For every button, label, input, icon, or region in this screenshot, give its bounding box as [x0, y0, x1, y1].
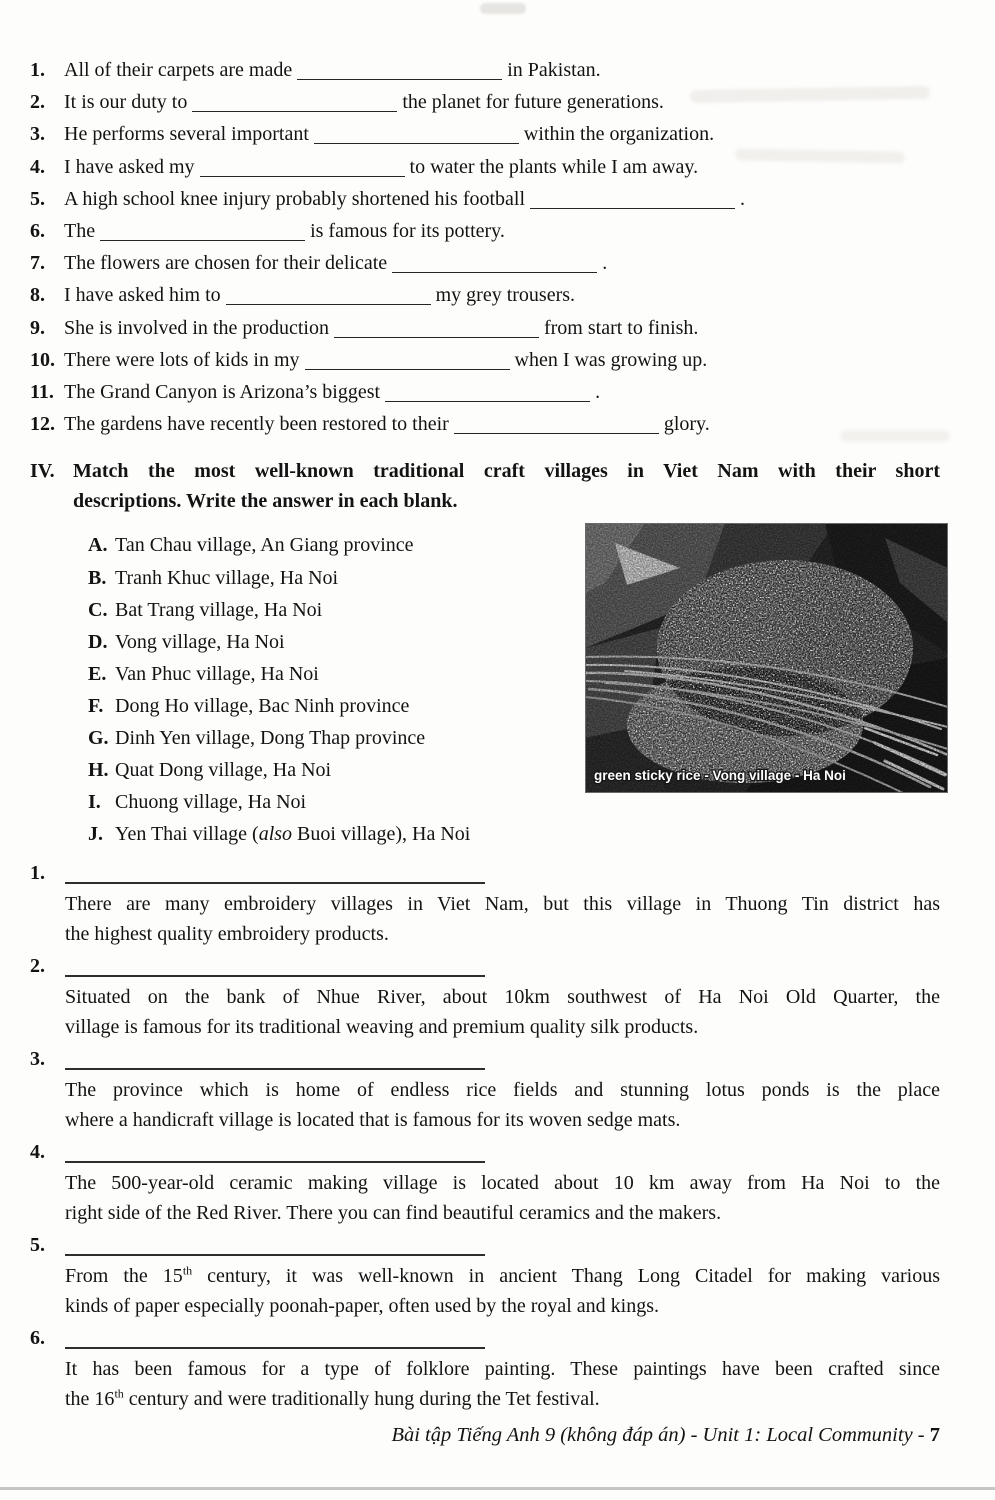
description-line: The 500-year-old ceramic making village is located about 10 km away from Ha Noi to the	[65, 1172, 940, 1195]
description-number: 5.	[30, 1234, 45, 1257]
option-letter: I.	[88, 791, 101, 814]
sentence-number: 3.	[30, 123, 45, 146]
option-letter: E.	[88, 662, 107, 685]
page-footer	[391, 1424, 940, 1447]
sentence-text-after: to water the plants while I am away.	[409, 155, 699, 178]
sentence-text-after: my grey trousers.	[435, 284, 576, 307]
description-line: It has been famous for a type of folklore painting. These paintings have been crafted since	[65, 1358, 940, 1381]
sentence-number: 12.	[30, 413, 55, 436]
footer-title: Bài tập Tiếng Anh 9 (không đáp án) - Unit 1: Local Community -	[391, 1424, 930, 1446]
exercise-sentence	[30, 215, 940, 247]
sentence-number: 2.	[30, 91, 45, 114]
option-text-italic: also	[258, 823, 293, 846]
description-text: the 16	[65, 1387, 115, 1410]
answer-blank-row	[30, 1138, 940, 1166]
fill-blank-exercise	[0, 0, 995, 440]
exercise-sentence	[30, 408, 940, 440]
description-item	[30, 1324, 940, 1414]
exercise-sentence	[30, 312, 940, 344]
exercise-sentence	[30, 376, 940, 408]
option-text: Dong Ho village, Bac Ninh province	[115, 694, 410, 717]
option-text: Tan Chau village, An Giang province	[115, 534, 414, 557]
blank-line	[192, 109, 397, 112]
exercise-sentence	[30, 183, 940, 215]
option-text: Chuong village, Ha Noi	[115, 791, 307, 814]
option-text: Tranh Khuc village, Ha Noi	[115, 566, 339, 589]
sentence-number: 7.	[30, 252, 45, 275]
sentence-text-before: There were lots of kids in my	[64, 348, 300, 371]
section-iv-heading	[30, 456, 940, 516]
sentence-text-after: .	[602, 252, 608, 275]
answer-blank-row	[30, 859, 940, 887]
blank-line	[385, 399, 590, 402]
village-photo	[585, 523, 948, 793]
option-letter: J.	[88, 823, 103, 846]
sentence-text-before: The flowers are chosen for their delicate	[64, 252, 388, 275]
blank-line	[454, 431, 659, 434]
sentence-text-before: It is our duty to	[64, 91, 188, 114]
sentence-text-after: in Pakistan.	[507, 59, 601, 81]
sentence-text-after: from start to finish.	[543, 316, 699, 339]
option-letter: A.	[88, 534, 108, 557]
sentence-number: 10.	[30, 348, 55, 371]
option-letter: C.	[88, 598, 108, 621]
match-answer-blank	[65, 1159, 485, 1163]
exercise-sentence	[30, 151, 940, 183]
description-line: There are many embroidery villages in Viet Nam, but this village in Thuong Tin district has	[65, 893, 940, 916]
description-paragraph	[65, 1076, 940, 1135]
option-letter: B.	[88, 566, 107, 589]
description-line: village is famous for its traditional weaving and premium quality silk products.	[65, 1015, 699, 1038]
match-answer-blank	[65, 973, 485, 977]
description-number: 6.	[30, 1327, 45, 1350]
option-text: Yen Thai village (	[115, 823, 259, 846]
description-line: Situated on the bank of Nhue River, about 10km southwest of Ha Noi Old Quarter, the	[65, 986, 940, 1009]
option-text: Vong village, Ha Noi	[115, 630, 285, 653]
blank-line	[530, 206, 735, 209]
match-answer-blank	[65, 880, 485, 884]
description-line: kinds of paper especially poonah-paper, often used by the royal and kings.	[65, 1294, 660, 1317]
blank-line	[314, 141, 519, 144]
option-text: Dinh Yen village, Dong Thap province	[115, 727, 426, 749]
description-line	[65, 1262, 940, 1292]
sentence-text-before: The	[64, 220, 96, 243]
sentence-text-before: She is involved in the production	[64, 316, 329, 339]
exercise-sentence	[30, 344, 940, 376]
answer-blank-row	[30, 952, 940, 980]
description-line: The province which is home of endless rice fields and stunning lotus ponds is the place	[65, 1079, 940, 1102]
photo-grain	[585, 523, 948, 793]
sentence-text-before: I have asked him to	[64, 284, 221, 307]
exercise-sentence	[30, 118, 940, 150]
sentence-text-before: A high school knee injury probably shortened his football	[64, 187, 526, 210]
description-text: From the 15	[65, 1265, 183, 1288]
description-item	[30, 859, 940, 949]
blank-line	[334, 335, 539, 338]
description-item	[30, 1138, 940, 1228]
sentence-number: 8.	[30, 284, 45, 307]
photo-caption: green sticky rice - Vong village - Ha Noi	[594, 768, 846, 783]
description-item	[30, 1045, 940, 1135]
exercise-sentence	[30, 279, 940, 311]
page-number: 7	[929, 1424, 940, 1446]
description-number: 4.	[30, 1141, 45, 1164]
description-paragraph	[65, 890, 940, 949]
description-item	[30, 1231, 940, 1321]
answer-blank-row	[30, 1045, 940, 1073]
match-answer-blank	[65, 1345, 485, 1349]
match-answer-blank	[65, 1252, 485, 1256]
description-line	[65, 1385, 940, 1415]
exercise-sentence	[30, 247, 940, 279]
blank-line	[100, 238, 305, 241]
option-text: Quat Dong village, Ha Noi	[115, 759, 332, 782]
description-number: 2.	[30, 955, 45, 978]
option-text: Van Phuc village, Ha Noi	[115, 662, 319, 685]
sentence-number: 4.	[30, 155, 45, 178]
description-line: where a handicraft village is located that is famous for its woven sedge mats.	[65, 1108, 681, 1131]
sentence-text-before: I have asked my	[64, 155, 195, 178]
description-paragraph	[65, 1355, 940, 1414]
answer-blank-row	[30, 1324, 940, 1352]
sentence-text-before: The gardens have recently been restored to their	[64, 413, 449, 436]
blank-line	[200, 174, 405, 177]
description-item	[30, 952, 940, 1042]
option-text-post: Buoi village), Ha Noi	[292, 823, 471, 846]
blank-line	[226, 302, 431, 305]
sentence-number: 1.	[30, 59, 45, 81]
blank-line	[305, 367, 510, 370]
description-text: century, it was well-known in ancient Thang Long Citadel for making various	[192, 1265, 940, 1288]
sentence-number: 9.	[30, 316, 45, 339]
option-letter: G.	[88, 727, 109, 749]
option-item	[88, 818, 995, 850]
match-answer-blank	[65, 1066, 485, 1070]
sentence-text-after: .	[595, 381, 601, 404]
description-line: right side of the Red River. There you can find beautiful ceramics and the makers.	[65, 1201, 722, 1224]
ordinal-superscript: th	[182, 1263, 193, 1278]
blank-line	[392, 270, 597, 273]
section-number: IV.	[30, 460, 55, 483]
option-letter: D.	[88, 630, 108, 653]
option-text: Bat Trang village, Ha Noi	[115, 598, 323, 621]
sentence-text-after: when I was growing up.	[514, 348, 708, 371]
description-line: the highest quality embroidery products.	[65, 922, 389, 945]
exercise-sentence	[30, 86, 940, 118]
section-title-line2: descriptions. Write the answer in each blank.	[73, 490, 458, 513]
sentence-text-after: the planet for future generations.	[402, 91, 664, 114]
description-paragraph	[65, 983, 940, 1042]
option-letter: F.	[88, 694, 104, 717]
sentence-text-before: All of their carpets are made	[64, 59, 293, 81]
scan-artifact	[0, 1487, 995, 1490]
sentence-number: 11.	[30, 381, 54, 404]
blank-line	[297, 77, 502, 80]
sentence-text-after: .	[740, 187, 746, 210]
photo-image	[585, 523, 948, 793]
sentence-number: 6.	[30, 220, 45, 243]
sentence-text-before: The Grand Canyon is Arizona’s biggest	[64, 381, 381, 404]
description-number: 3.	[30, 1048, 45, 1071]
description-paragraph	[65, 1262, 940, 1321]
description-number: 1.	[30, 862, 45, 885]
exercise-sentence	[30, 54, 940, 86]
description-paragraph	[65, 1169, 940, 1228]
matching-descriptions	[30, 859, 940, 1414]
description-text: century and were traditionally hung during the Tet festival.	[123, 1387, 600, 1410]
option-letter: H.	[88, 759, 109, 782]
sentence-text-before: He performs several important	[64, 123, 309, 146]
sentence-text-after: within the organization.	[523, 123, 715, 146]
sentence-number: 5.	[30, 187, 45, 210]
section-title-line1: Match the most well-known traditional craft villages in Viet Nam with their short	[73, 460, 940, 483]
sentence-text-after: glory.	[663, 413, 710, 436]
sentence-text-after: is famous for its pottery.	[310, 220, 505, 243]
ordinal-superscript: th	[114, 1386, 124, 1401]
answer-blank-row	[30, 1231, 940, 1259]
